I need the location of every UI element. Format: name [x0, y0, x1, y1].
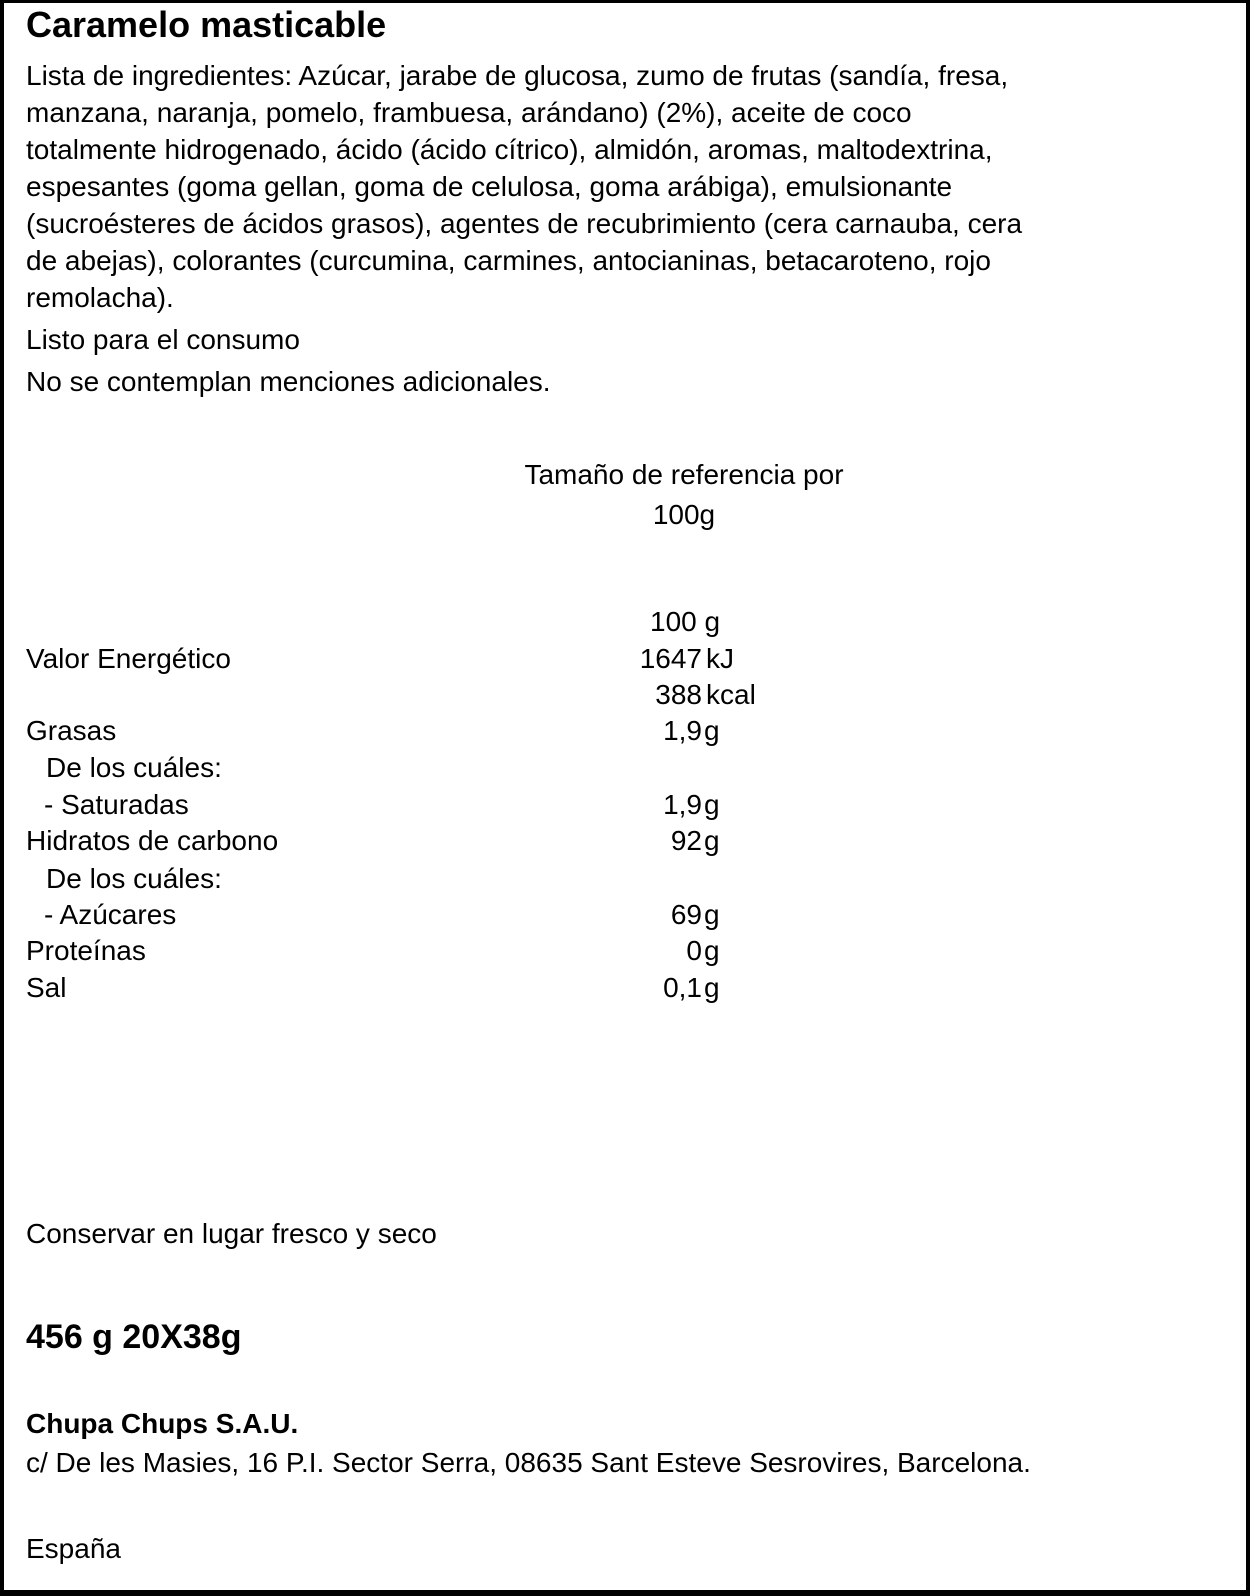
net-weight: 456 g 20X38g — [26, 1318, 242, 1356]
ingredients-line: manzana, naranja, pomelo, frambuesa, arándano) (2%), aceite de coco — [26, 97, 912, 128]
nutrition-label-sugars: - Azúcares — [44, 899, 177, 930]
ingredients-line: espesantes (goma gellan, goma de celulosa, goma arábiga), emulsionante — [26, 171, 953, 202]
storage-instructions: Conservar en lugar fresco y seco — [26, 1218, 437, 1249]
nutrition-value-salt: 0,1 — [663, 972, 702, 1003]
nutrition-label-carbs: Hidratos de carbono — [26, 825, 279, 856]
nutrition-label-saturated: - Saturadas — [44, 789, 189, 820]
nutrition-unit-fat: g — [704, 715, 720, 746]
nutrition-value-energy-kcal: 388 — [655, 679, 702, 710]
ingredients-line: (sucroésteres de ácidos grasos), agentes de recubrimiento (cera carnauba, cera — [26, 208, 1023, 239]
additional-mentions-note: No se contemplan menciones adicionales. — [26, 366, 551, 397]
nutrition-unit-kcal: kcal — [706, 679, 756, 710]
nutrition-value-fat: 1,9 — [663, 715, 702, 746]
nutrition-label-protein: Proteínas — [26, 935, 146, 966]
reference-size-line1: Tamaño de referencia por — [524, 459, 844, 490]
nutrition-label-salt: Sal — [26, 972, 67, 1003]
company-address: c/ De les Masies, 16 P.I. Sector Serra, 08635 Sant Esteve Sesrovires, Barcelona. — [26, 1447, 1031, 1478]
nutrition-unit-kj: kJ — [706, 643, 734, 674]
nutrition-unit-salt: g — [704, 972, 720, 1003]
nutrition-value-saturated: 1,9 — [663, 789, 702, 820]
ingredients-line: totalmente hidrogenado, ácido (ácido cítrico), almidón, aromas, maltodextrina, — [26, 134, 993, 165]
nutrition-value-protein: 0 — [686, 935, 702, 966]
nutrition-column-header: 100 g — [650, 606, 721, 637]
nutrition-value-sugars: 69 — [670, 899, 702, 930]
nutrition-unit-protein: g — [704, 935, 720, 966]
nutrition-unit-sugars: g — [704, 899, 720, 930]
nutrition-label-carbs-of-which: De los cuáles: — [46, 863, 222, 894]
nutrition-unit-carbs: g — [704, 825, 720, 856]
nutrition-value-energy-kj: 1647 — [639, 643, 702, 674]
ingredients-line: Lista de ingredientes: Azúcar, jarabe de glucosa, zumo de frutas (sandía, fresa, — [26, 60, 1009, 91]
ingredients-list — [26, 57, 1226, 316]
ready-to-eat-note: Listo para el consumo — [26, 324, 300, 355]
ingredients-line: de abejas), colorantes (curcumina, carmines, antocianinas, betacaroteno, rojo — [26, 245, 991, 276]
company-name: Chupa Chups S.A.U. — [26, 1408, 299, 1439]
product-title: Caramelo masticable — [26, 4, 387, 45]
nutrition-label-fat: Grasas — [26, 715, 117, 746]
ingredients-line: remolacha). — [26, 282, 174, 313]
nutrition-unit-saturated: g — [704, 789, 720, 820]
nutrition-label-fat-of-which: De los cuáles: — [46, 752, 222, 783]
nutrition-value-carbs: 92 — [670, 825, 702, 856]
country: España — [26, 1533, 121, 1564]
nutrition-label-energy: Valor Energético — [26, 643, 231, 674]
reference-size-line2: 100g — [652, 499, 716, 530]
